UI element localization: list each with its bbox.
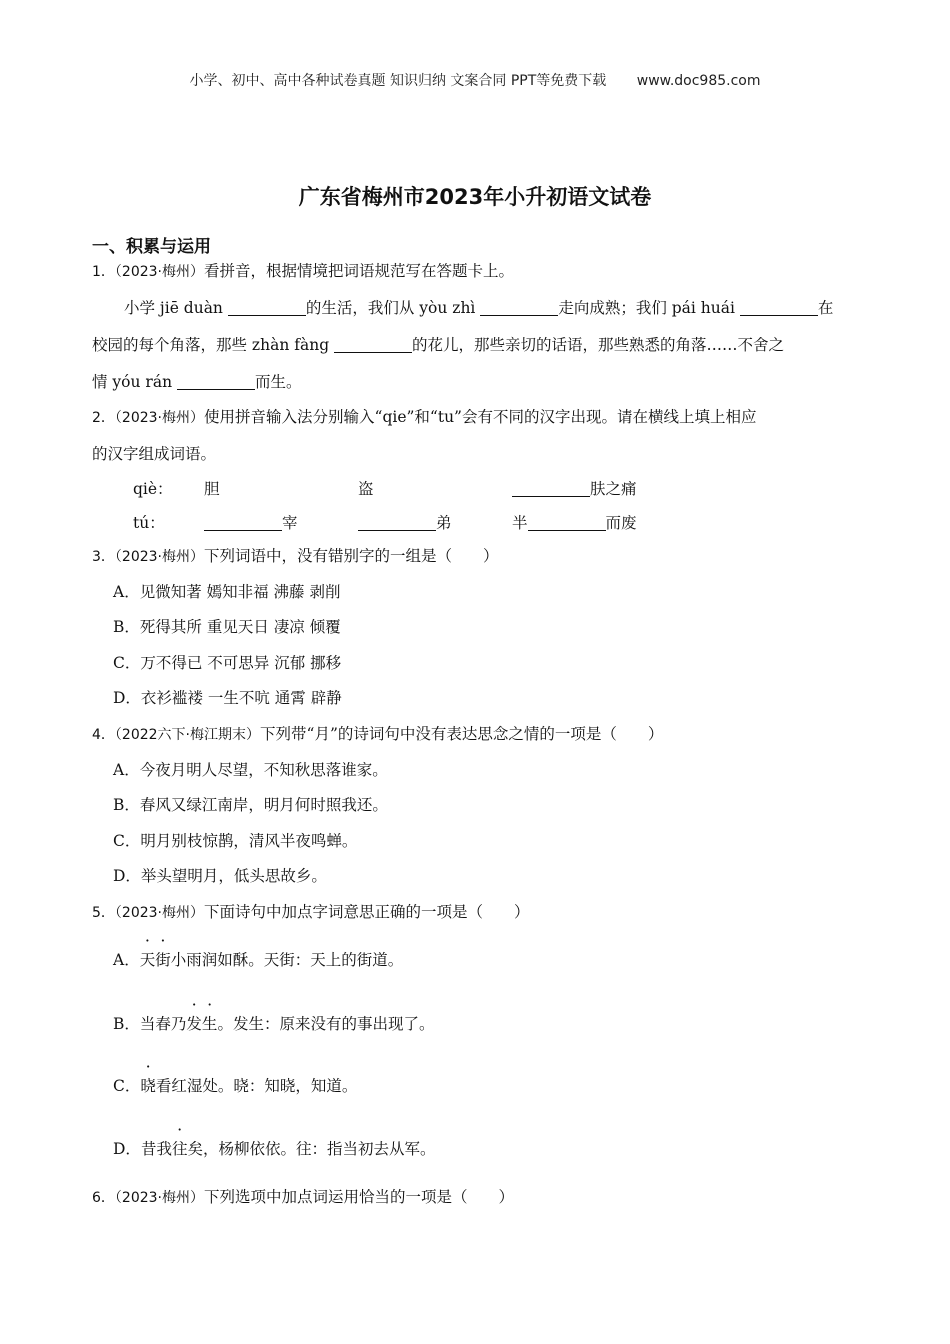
question-1-line-1 bbox=[124, 296, 833, 318]
question-text: 使用拼音输入法分别输入“qie”和“tu”会有不同的汉字出现。请在横线上填上相应 bbox=[204, 408, 757, 426]
question-text: 下列选项中加点词运用恰当的一项是（ ） bbox=[204, 1188, 515, 1206]
question-text: 看拼音，根据情境把词语规范写在答题卡上。 bbox=[204, 262, 515, 280]
answer-blank[interactable] bbox=[334, 337, 412, 354]
answer-blank[interactable] bbox=[228, 300, 306, 317]
emphasis-char: 发 bbox=[186, 1015, 202, 1033]
question-source: （2023·梅州） bbox=[114, 549, 205, 565]
question-text: 下列带“月”的诗词句中没有表达思念之情的一项是（ ） bbox=[260, 725, 664, 743]
answer-blank[interactable] bbox=[204, 515, 282, 532]
option-a[interactable]: A．今夜月明人尽望，不知秋思落谁家。 bbox=[113, 761, 388, 779]
question-3-stem bbox=[92, 544, 499, 566]
answer-blank[interactable] bbox=[358, 515, 436, 532]
option-text: 小雨润如酥。天街：天上的街道。 bbox=[170, 951, 404, 969]
text-segment: 小学 jiē duàn bbox=[124, 299, 228, 317]
header-site-link[interactable]: www.doc985.com bbox=[636, 73, 761, 89]
question-5-stem bbox=[92, 900, 530, 922]
question-source: （2023·梅州） bbox=[114, 410, 205, 426]
question-number: 4． bbox=[92, 727, 115, 743]
option-label: A． bbox=[113, 951, 140, 969]
section-heading: 一、积累与运用 bbox=[92, 237, 211, 257]
answer-blank[interactable] bbox=[740, 300, 818, 317]
option-label: C． bbox=[113, 1077, 141, 1095]
option-d[interactable] bbox=[113, 1137, 435, 1159]
option-c[interactable]: C．万不得已 不可思异 沉郁 挪移 bbox=[113, 654, 342, 672]
fill-item bbox=[358, 511, 452, 533]
text-segment: 校园的每个角落，那些 zhàn fàng bbox=[92, 336, 335, 354]
option-b[interactable]: B．春风又绿江南岸，明月何时照我还。 bbox=[113, 796, 388, 814]
text-segment: 的生活，我们从 yòu zhì bbox=[305, 299, 481, 317]
question-source: （2022六下·梅江期末） bbox=[114, 727, 261, 743]
option-label: B． bbox=[113, 1015, 140, 1033]
question-1-line-2 bbox=[92, 333, 784, 355]
text-segment: 宰 bbox=[282, 514, 298, 532]
fill-item bbox=[204, 511, 298, 533]
emphasis-char: 生 bbox=[201, 1015, 218, 1033]
answer-blank[interactable] bbox=[480, 300, 558, 317]
document-title: 广东省梅州市2023年小升初语文试卷 bbox=[298, 185, 652, 209]
question-source: （2023·梅州） bbox=[114, 1190, 205, 1206]
option-label: D． bbox=[113, 1140, 141, 1158]
option-c[interactable]: C．明月别枝惊鹊，清风半夜鸣蝉。 bbox=[113, 832, 358, 850]
emphasis-char: 晓 bbox=[140, 1077, 156, 1095]
option-c[interactable] bbox=[113, 1074, 357, 1096]
fill-item bbox=[512, 477, 637, 499]
option-b[interactable] bbox=[113, 1012, 434, 1034]
header-tagline: 小学、初中、高中各种试卷真题 知识归纳 文案合同 PPT等免费下载 bbox=[189, 73, 607, 89]
text-segment: 的花儿，那些亲切的话语，那些熟悉的角落……不舍之 bbox=[412, 336, 785, 354]
emphasis-char: 往 bbox=[171, 1140, 188, 1158]
option-a[interactable] bbox=[113, 948, 403, 970]
text-segment: 肤之痛 bbox=[590, 480, 637, 498]
pinyin-label: qiè： bbox=[133, 480, 173, 498]
question-4-stem bbox=[92, 722, 663, 744]
text-segment: 弟 bbox=[436, 514, 452, 532]
question-2-stem bbox=[92, 405, 756, 427]
text-segment: 而废 bbox=[605, 514, 637, 532]
question-source: （2023·梅州） bbox=[114, 264, 205, 280]
question-2-stem-cont: 的汉字组成词语。 bbox=[92, 445, 217, 463]
pinyin-label: tú： bbox=[133, 514, 165, 532]
text-segment: 走向成熟；我们 pái huái bbox=[558, 299, 740, 317]
question-2-row-qie bbox=[0, 477, 950, 499]
question-text: 下列词语中，没有错别字的一组是（ ） bbox=[204, 547, 499, 565]
question-text: 下面诗句中加点字词意思正确的一项是（ ） bbox=[204, 903, 530, 921]
question-number: 2． bbox=[92, 410, 115, 426]
question-number: 3． bbox=[92, 549, 115, 565]
text-segment: 半 bbox=[512, 514, 528, 532]
fill-item: 盗 bbox=[358, 480, 374, 498]
option-text: 。发生：原来没有的事出现了。 bbox=[217, 1015, 435, 1033]
text-segment: 情 yóu rán bbox=[92, 373, 177, 391]
question-2-row-tu bbox=[0, 511, 950, 533]
answer-blank[interactable] bbox=[528, 515, 606, 532]
emphasis-char: 天 bbox=[139, 951, 156, 969]
option-text: 昔我 bbox=[140, 1140, 172, 1158]
fill-item: 胆 bbox=[204, 480, 220, 498]
text-segment: 而生。 bbox=[255, 373, 302, 391]
text-segment: 在 bbox=[817, 299, 834, 317]
option-d[interactable]: D．衣衫褴褛 一生不吭 通霄 辟静 bbox=[113, 689, 342, 707]
question-number: 1． bbox=[92, 264, 115, 280]
option-b[interactable]: B．死得其所 重见天日 凄凉 倾覆 bbox=[113, 618, 341, 636]
fill-item bbox=[512, 511, 637, 533]
option-text: 当春乃 bbox=[139, 1015, 187, 1033]
emphasis-char: 街 bbox=[155, 951, 171, 969]
question-6-stem bbox=[92, 1185, 514, 1207]
question-1-stem bbox=[92, 259, 514, 281]
option-a[interactable]: A．见微知著 嫣知非福 沸藤 剥削 bbox=[113, 583, 341, 601]
question-1-line-3 bbox=[92, 370, 302, 392]
question-number: 5． bbox=[92, 905, 115, 921]
question-number: 6． bbox=[92, 1190, 115, 1206]
page-header bbox=[0, 70, 950, 90]
answer-blank[interactable] bbox=[177, 374, 255, 391]
option-text: 看红湿处。晓：知晓，知道。 bbox=[155, 1077, 358, 1095]
answer-blank[interactable] bbox=[512, 481, 590, 498]
option-text: 矣，杨柳依依。往：指当初去从军。 bbox=[187, 1140, 436, 1158]
question-source: （2023·梅州） bbox=[114, 905, 205, 921]
option-d[interactable]: D．举头望明月，低头思故乡。 bbox=[113, 867, 327, 885]
